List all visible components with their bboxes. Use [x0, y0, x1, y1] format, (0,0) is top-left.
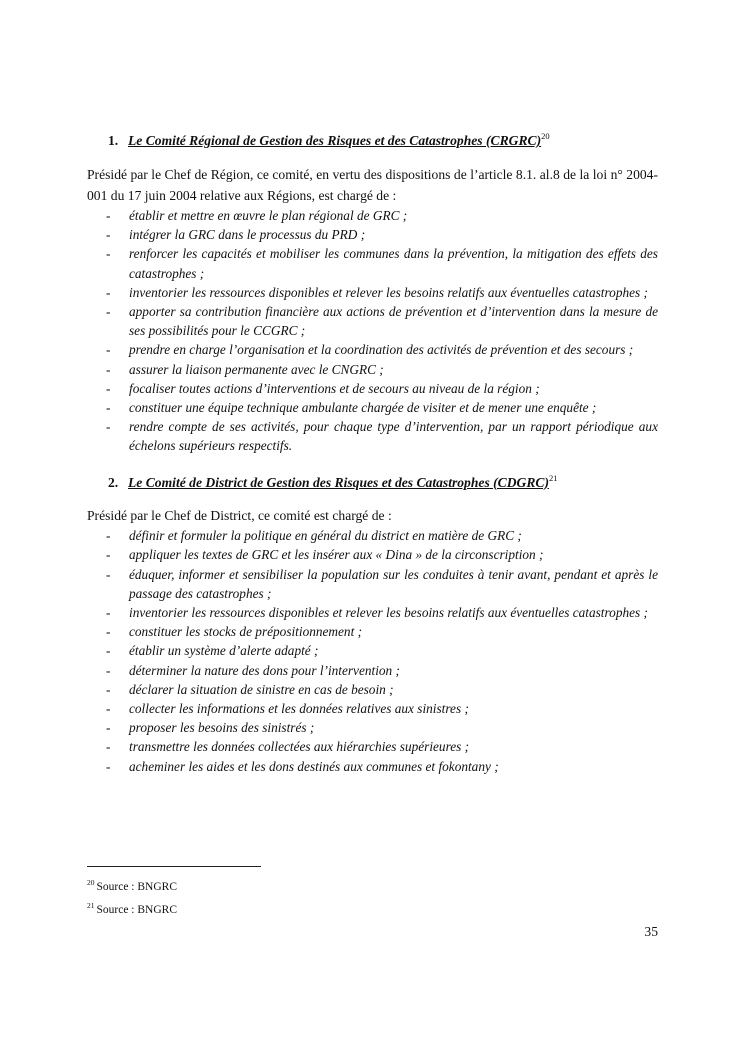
list-item: - rendre compte de ses activités, pour chaque type d’intervention, par un rapport périodique aux échelons supérieurs respectifs.: [87, 417, 658, 455]
list-item: - définir et formuler la politique en général du district en matière de GRC ;: [87, 526, 658, 545]
list-item: - renforcer les capacités et mobiliser les communes dans la prévention, la mitigation des effets des catastrophes ;: [87, 244, 658, 282]
list-item: - déterminer la nature des dons pour l’intervention ;: [87, 661, 658, 680]
footnote-number: 20: [87, 878, 95, 887]
page-body: [87, 126, 658, 776]
list-item: - collecter les informations et les données relatives aux sinistres ;: [87, 699, 658, 718]
list-item: - focaliser toutes actions d’interventions et de secours au niveau de la région ;: [87, 379, 658, 398]
list-item: - transmettre les données collectées aux hiérarchies supérieures ;: [87, 737, 658, 756]
cdgrc-duties-list: [87, 526, 658, 776]
footnote-number: 21: [87, 901, 95, 910]
footnote-text: Source : BNGRC: [96, 881, 177, 893]
list-item: - constituer les stocks de prépositionnement ;: [87, 622, 658, 641]
list-item: - apporter sa contribution financière aux actions de prévention et d’intervention dans la mesure de ses possibilités pour le CCGRC ;: [87, 302, 658, 340]
section-number: 2.: [108, 474, 119, 490]
list-item: - intégrer la GRC dans le processus du PRD ;: [87, 225, 658, 244]
section-heading-cdgrc: [108, 468, 658, 493]
list-item: - proposer les besoins des sinistrés ;: [87, 718, 658, 737]
list-item: - constituer une équipe technique ambulante chargée de visiter et de mener une enquête ;: [87, 398, 658, 417]
section-title: Le Comité Régional de Gestion des Risques et des Catastrophes (CRGRC): [128, 133, 542, 148]
list-item: - assurer la liaison permanente avec le CNGRC ;: [87, 360, 658, 379]
list-item: - établir et mettre en œuvre le plan régional de GRC ;: [87, 206, 658, 225]
section-number: 1.: [108, 133, 119, 148]
section-intro-paragraph: Présidé par le Chef de District, ce comité est chargé de :: [87, 507, 392, 523]
footnote-separator: [87, 866, 261, 867]
footnote: [87, 901, 177, 916]
footnote-reference: 20: [541, 131, 550, 141]
list-item: - inventorier les ressources disponibles et relever les besoins relatifs aux éventuelles catastrophes ;: [87, 603, 658, 622]
list-item: - inventorier les ressources disponibles et relever les besoins relatifs aux éventuelles catastrophes ;: [87, 283, 658, 302]
section-title: Le Comité de District de Gestion des Risques et des Catastrophes (CDGRC): [128, 474, 550, 490]
footnote: [87, 878, 177, 893]
list-item: - éduquer, informer et sensibiliser la population sur les conduites à tenir avant, pendant et après le passage des catastrophes ;: [87, 565, 658, 603]
list-item: - déclarer la situation de sinistre en cas de besoin ;: [87, 680, 658, 699]
list-item: - établir un système d’alerte adapté ;: [87, 641, 658, 660]
page-number: 35: [644, 924, 658, 939]
footnote-text: Source : BNGRC: [96, 904, 177, 916]
list-item: - prendre en charge l’organisation et la coordination des activités de prévention et des secours ;: [87, 340, 658, 359]
section-heading-crgrc: [108, 126, 658, 151]
crgrc-duties-list: [87, 206, 658, 456]
section-intro-paragraph: Présidé par le Chef de Région, ce comité, en vertu des dispositions de l’article 8.1. al.8 de la loi n° 2004-001 du 17 juin 2004 relative aux Régions, est chargé de :: [87, 167, 658, 203]
list-item: - appliquer les textes de GRC et les insérer aux « Dina » de la circonscription ;: [87, 545, 658, 564]
list-item: - acheminer les aides et les dons destinés aux communes et fokontany ;: [87, 757, 658, 776]
footnote-reference: 21: [549, 472, 558, 483]
